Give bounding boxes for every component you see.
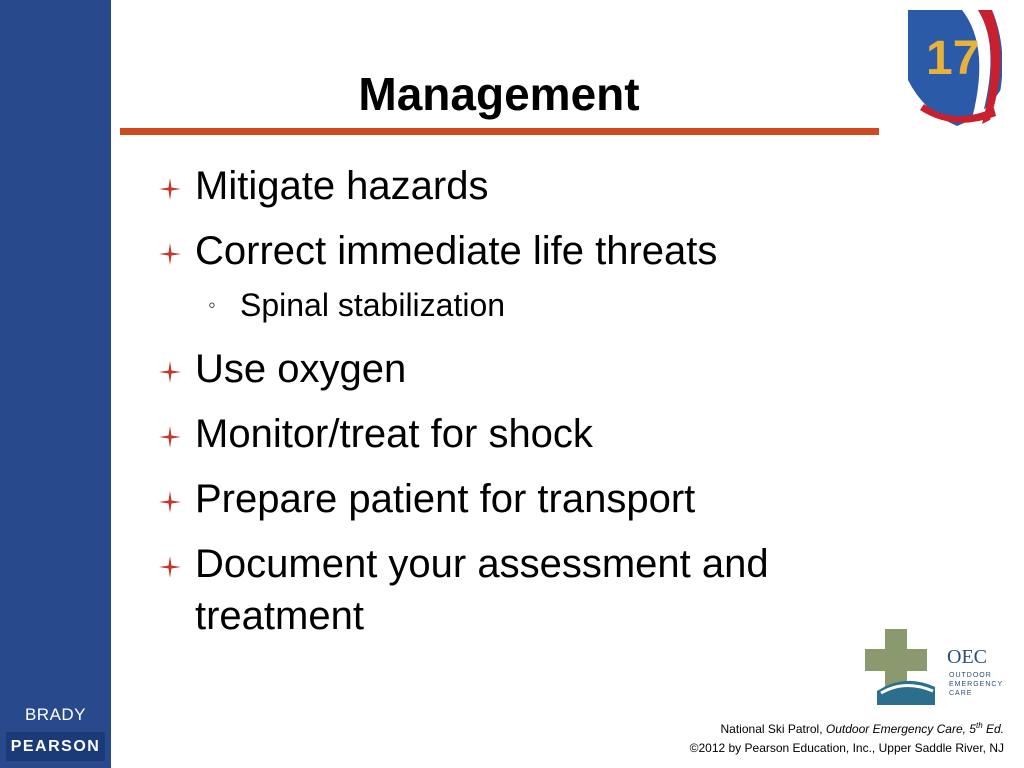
footer-citation [690,716,1004,758]
bullet-list [158,160,858,642]
bullet-text: Prepare patient for transport [195,477,696,521]
slide-title: Management [358,68,640,120]
oec-logo [855,625,1015,709]
four-point-star-icon [158,490,182,514]
footer-book-title: Outdoor Emergency Care, 5 [825,722,976,736]
left-sidebar-band [0,0,111,768]
footer-line-1 [690,716,1004,739]
list-item [158,160,858,212]
title-underline [120,128,879,135]
four-point-star-icon [158,425,182,449]
bullet-text: Monitor/treat for shock [195,412,593,456]
footer-line-2: ©2012 by Pearson Education, Inc., Upper Saddle River, NJ [689,741,1004,755]
sub-list-item [158,283,858,327]
bullet-text: Use oxygen [195,347,407,391]
four-point-star-icon [158,555,182,579]
oec-logo-sub-1: OUTDOOR [949,672,992,679]
oec-logo-text: OEC [947,646,987,668]
bullet-text: Document your assessment and treatment [195,542,769,638]
brady-label: BRADY [24,705,87,724]
hollow-circle-icon: ◦ [208,292,216,317]
footer-publisher: National Ski Patrol, [720,722,826,736]
list-item [158,538,858,642]
oec-logo-sub-2: EMERGENCY [949,681,1004,688]
chapter-badge-logo [902,8,1016,130]
footer-edition: Ed. [982,722,1004,736]
four-point-star-icon [158,177,182,201]
bullet-text: Correct immediate life threats [195,229,718,273]
four-point-star-icon [158,360,182,384]
four-point-star-icon [158,242,182,266]
sub-bullet-text: Spinal stabilization [240,287,506,323]
list-item [158,225,858,277]
badge-number: 17 [926,32,980,85]
bullet-text: Mitigate hazards [195,164,489,208]
oec-logo-sub-3: CARE [949,690,973,697]
list-item [158,473,858,525]
footer-edition-sup: th [975,721,983,730]
list-item [158,408,858,460]
list-item [158,343,858,395]
pearson-logo: PEARSON [6,732,105,761]
